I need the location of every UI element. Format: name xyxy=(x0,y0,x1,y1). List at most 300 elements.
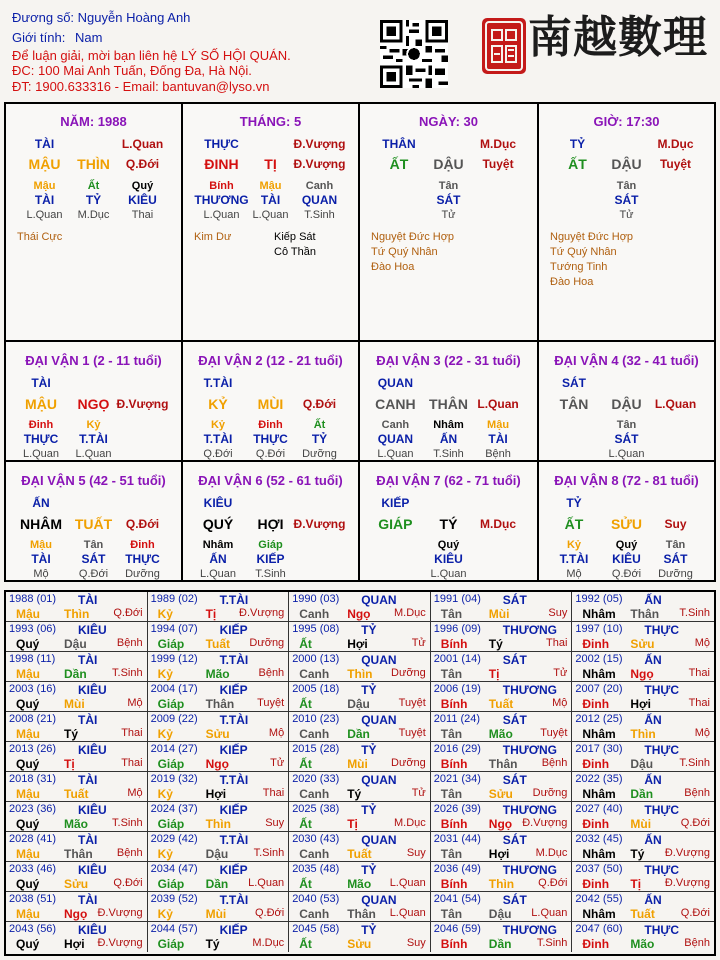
annual-cell[interactable] xyxy=(431,682,573,712)
annual-chi: Sửu xyxy=(64,877,89,891)
annual-state: Thai xyxy=(262,787,285,799)
annual-cell[interactable] xyxy=(572,622,714,652)
annual-star: THỰC xyxy=(644,863,680,877)
annual-chi: Tý xyxy=(630,847,645,861)
annual-state: Thai xyxy=(545,637,568,649)
annual-chi: Tuất xyxy=(64,787,89,801)
annual-cell[interactable] xyxy=(572,592,714,622)
annual-cell[interactable] xyxy=(289,922,431,952)
annual-cell[interactable] xyxy=(431,862,573,892)
contact-line-2: ĐC: 100 Mai Anh Tuấn, Đống Đa, Hà Nội. xyxy=(12,63,252,78)
pillar-chi: THÌN xyxy=(77,156,110,172)
auspicious-star: Đào Hoa xyxy=(550,276,594,288)
annual-cell[interactable] xyxy=(6,892,148,922)
annual-cell[interactable] xyxy=(289,742,431,772)
dai-van-chi-state: Đ.Vượng xyxy=(293,517,346,531)
annual-state: Suy xyxy=(548,607,568,619)
annual-state: Tuyệt xyxy=(257,697,285,709)
annual-year: 2031 (44) xyxy=(433,833,481,845)
annual-can: Kỷ xyxy=(157,727,173,741)
annual-year: 2013 (26) xyxy=(9,743,57,755)
annual-can: Quý xyxy=(16,937,40,951)
hidden-stem: Mậu xyxy=(487,419,510,431)
annual-year: 2044 (57) xyxy=(150,923,198,935)
annual-cell[interactable] xyxy=(289,832,431,862)
annual-can: Đinh xyxy=(582,637,610,651)
annual-cell[interactable] xyxy=(289,862,431,892)
dai-van-cell xyxy=(539,342,714,460)
annual-year: 2026 (39) xyxy=(433,803,481,815)
hidden-stem-star: SÁT xyxy=(663,552,688,566)
annual-state: T.Sinh xyxy=(112,817,143,829)
annual-cell[interactable] xyxy=(572,712,714,742)
dai-van-can: NHÂM xyxy=(20,516,62,532)
annual-star: QUAN xyxy=(361,833,397,847)
annual-state: Q.Đới xyxy=(538,877,568,889)
pillar-chi-star-top: Đ.Vượng xyxy=(293,137,346,151)
annual-cell[interactable] xyxy=(148,832,290,862)
hidden-stem-star: ẤN xyxy=(439,432,458,446)
annual-chi: Tý xyxy=(347,787,362,801)
annual-year: 2004 (17) xyxy=(150,683,198,695)
annual-cell[interactable] xyxy=(289,712,431,742)
dai-van-can-star: QUAN xyxy=(377,376,414,390)
annual-cell[interactable] xyxy=(289,622,431,652)
annual-cell[interactable] xyxy=(572,682,714,712)
annual-year: 2003 (16) xyxy=(9,683,57,695)
annual-year: 2014 (27) xyxy=(150,743,198,755)
annual-cell[interactable] xyxy=(148,892,290,922)
annual-can: Mậu xyxy=(16,727,40,741)
hidden-stem: Tân xyxy=(83,539,104,551)
annual-chi: Ngọ xyxy=(488,817,513,831)
annual-can: Giáp xyxy=(157,697,185,711)
annual-star: T.TÀI xyxy=(219,713,249,727)
hidden-stem-state: Q.Đới xyxy=(611,568,642,580)
annual-cell[interactable] xyxy=(572,772,714,802)
hidden-stem-state: Thai xyxy=(131,209,154,221)
annual-chi: Tuất xyxy=(630,907,655,921)
annual-state: M.Dục xyxy=(252,937,285,949)
annual-cell[interactable] xyxy=(572,802,714,832)
annual-year: 2008 (21) xyxy=(9,713,57,725)
hidden-stem-state: Mộ xyxy=(566,568,582,580)
annual-cell[interactable] xyxy=(431,772,573,802)
annual-cell[interactable] xyxy=(431,592,573,622)
hidden-stem-state: Bệnh xyxy=(485,448,511,460)
dai-van-can-star: KIÊU xyxy=(203,496,233,510)
annual-chi: Ngọ xyxy=(347,607,371,621)
annual-state: Tuyệt xyxy=(398,727,426,739)
annual-cell[interactable] xyxy=(431,622,573,652)
annual-can: Quý xyxy=(16,877,40,891)
annual-state: Mộ xyxy=(127,697,143,709)
annual-cell[interactable] xyxy=(148,802,290,832)
annual-star: TÀI xyxy=(78,713,98,727)
annual-year: 2029 (42) xyxy=(150,833,198,845)
hidden-stem-state: Q.Đới xyxy=(255,448,286,460)
hidden-stem: Canh xyxy=(305,180,334,192)
annual-cell[interactable] xyxy=(289,682,431,712)
hidden-stem: Quý xyxy=(131,180,154,192)
annual-star: THƯƠNG xyxy=(502,863,557,877)
pillar-chi-state: Đ.Vượng xyxy=(293,157,346,171)
annual-year: 2018 (31) xyxy=(9,773,57,785)
annual-star: THƯƠNG xyxy=(502,923,557,937)
annual-can: Đinh xyxy=(582,877,610,891)
annual-chi: Dần xyxy=(630,787,654,801)
annual-cell[interactable] xyxy=(148,862,290,892)
annual-state: Tử xyxy=(411,637,426,649)
annual-state: M.Dục xyxy=(394,607,426,619)
annual-can: Bính xyxy=(440,877,468,891)
gender-value: Nam xyxy=(74,30,103,45)
hidden-stem-state: L.Quan xyxy=(22,448,60,460)
annual-cell[interactable] xyxy=(148,742,290,772)
annual-state: Mộ xyxy=(552,697,568,709)
pillar-chi-state: Tuyệt xyxy=(659,157,692,171)
annual-cell[interactable] xyxy=(431,832,573,862)
name-value: Nguyễn Hoàng Anh xyxy=(77,10,191,25)
annual-chi: Dậu xyxy=(64,637,87,651)
hidden-stem-star: KIẾP xyxy=(256,552,285,566)
annual-year: 2011 (24) xyxy=(433,713,481,725)
annual-chi: Tuất xyxy=(347,847,372,861)
annual-cell[interactable] xyxy=(572,922,714,952)
annual-state: Mộ xyxy=(694,637,710,649)
annual-cell[interactable] xyxy=(572,742,714,772)
annual-can: Bính xyxy=(440,757,468,771)
annual-star: KIẾP xyxy=(219,623,248,637)
annual-chi: Hợi xyxy=(488,847,510,861)
pillar-chi: TỊ xyxy=(264,156,277,172)
annual-cell[interactable] xyxy=(6,922,148,952)
annual-can: Tân xyxy=(440,847,463,861)
hidden-stem-star: TÀI xyxy=(260,193,281,207)
chart-grid xyxy=(4,102,716,582)
dai-van-cell xyxy=(6,462,181,580)
annual-cell[interactable] xyxy=(148,622,290,652)
annual-chi: Dần xyxy=(205,877,229,891)
annual-cell[interactable] xyxy=(431,802,573,832)
annual-can: Canh xyxy=(299,787,330,801)
hidden-stem: Canh xyxy=(381,419,410,431)
annual-state: Dưỡng xyxy=(391,667,426,679)
annual-can: Kỷ xyxy=(157,907,173,921)
annual-chi: Dần xyxy=(347,727,370,741)
annual-cell[interactable] xyxy=(148,772,290,802)
hidden-stem: Bính xyxy=(209,180,234,192)
auspicious-star: Tướng Tinh xyxy=(550,261,608,273)
annual-state: Đ.Vượng xyxy=(97,907,143,919)
annual-state: Bệnh xyxy=(116,847,143,859)
dai-van-can-star: TỶ xyxy=(566,496,582,510)
annual-star: TÀI xyxy=(78,833,98,847)
hidden-stem-star: TỶ xyxy=(311,432,328,446)
annual-year: 2023 (36) xyxy=(9,803,57,815)
hidden-stem: Đinh xyxy=(130,539,155,551)
annual-star: TỶ xyxy=(361,743,377,757)
annual-chi: Thân xyxy=(347,907,376,921)
annual-cell[interactable] xyxy=(431,712,573,742)
pillar-can-star: THỰC xyxy=(204,137,239,151)
annual-cell[interactable] xyxy=(6,862,148,892)
annual-cell[interactable] xyxy=(148,922,290,952)
annual-can: Bính xyxy=(440,697,468,711)
annual-cell[interactable] xyxy=(572,862,714,892)
annual-chi: Tý xyxy=(64,727,79,741)
annual-cell[interactable] xyxy=(431,652,573,682)
pillar-chi-star-top: M.Dục xyxy=(657,137,694,151)
annual-year: 2010 (23) xyxy=(292,713,340,725)
hidden-stem-star: SÁT xyxy=(614,432,639,446)
annual-cell[interactable] xyxy=(6,712,148,742)
hidden-stem: Tân xyxy=(616,419,637,431)
annual-year: 2043 (56) xyxy=(9,923,57,935)
annual-year: 2033 (46) xyxy=(9,863,57,875)
pillar-can-star: TỶ xyxy=(569,137,586,151)
annual-cell[interactable] xyxy=(148,652,290,682)
qr-code-icon[interactable] xyxy=(380,20,448,88)
annual-year: 2042 (55) xyxy=(575,893,623,905)
pillar-chi-star-top: M.Dục xyxy=(480,137,517,151)
annual-cell[interactable] xyxy=(6,832,148,862)
annual-star: TỶ xyxy=(361,803,377,817)
pillar-can: ẤT xyxy=(389,156,409,172)
dai-van-chi-state: Q.Đới xyxy=(125,517,160,531)
hidden-stem-state: L.Quan xyxy=(608,448,645,460)
annual-chi: Ngọ xyxy=(205,757,229,771)
annual-state: Dưỡng xyxy=(532,787,568,799)
annual-cell[interactable] xyxy=(431,892,573,922)
hidden-stem-star: THỰC xyxy=(125,552,160,566)
annual-chi: Dậu xyxy=(347,697,370,711)
annual-star: KIÊU xyxy=(78,923,107,937)
annual-year: 2040 (53) xyxy=(292,893,340,905)
annual-can: Nhâm xyxy=(582,667,616,681)
dai-van-can: KỶ xyxy=(208,396,228,412)
annual-year: 2046 (59) xyxy=(433,923,481,935)
hidden-stem-state: Q.Đới xyxy=(203,448,233,460)
annual-state: Đ.Vượng xyxy=(239,607,285,619)
dai-van-can-star: T.TÀI xyxy=(203,376,233,390)
hidden-stem-state: Tử xyxy=(441,209,456,221)
hidden-stem-star: KIÊU xyxy=(612,552,641,566)
dai-van-chi: DẬU xyxy=(611,396,642,412)
annual-state: Dưỡng xyxy=(391,757,426,769)
pillar-chi: DẬU xyxy=(611,156,642,172)
annual-chi: Thìn xyxy=(205,817,231,831)
dai-van-chi: TÝ xyxy=(439,516,458,532)
pillar-cell xyxy=(539,104,714,340)
annual-cell[interactable] xyxy=(6,802,148,832)
annual-chi: Tị xyxy=(347,817,358,831)
annual-year: 2028 (41) xyxy=(9,833,57,845)
annual-cell[interactable] xyxy=(289,592,431,622)
annual-can: Nhâm xyxy=(582,727,616,741)
annual-chi: Tị xyxy=(205,607,217,621)
pillar-can-star: TÀI xyxy=(34,137,55,151)
annual-cell[interactable] xyxy=(289,772,431,802)
annual-cell[interactable] xyxy=(6,592,148,622)
auspicious-star: Đào Hoa xyxy=(371,261,415,273)
annual-chi: Thìn xyxy=(630,727,656,741)
annual-can: Đinh xyxy=(582,757,610,771)
annual-star: SÁT xyxy=(502,713,527,727)
dai-van-cell xyxy=(6,342,181,460)
annual-star: TÀI xyxy=(78,893,98,907)
annual-state: Bệnh xyxy=(684,937,710,949)
annual-star: KIẾP xyxy=(219,923,248,937)
dai-van-chi-state: L.Quan xyxy=(477,397,519,411)
annual-chi: Tuất xyxy=(205,637,231,651)
brand-logo: 南越數理 xyxy=(528,12,708,63)
annual-can: Quý xyxy=(16,697,40,711)
annual-year: 2030 (43) xyxy=(292,833,340,845)
annual-year: 2001 (14) xyxy=(433,653,481,665)
auspicious-star: Tứ Quý Nhân xyxy=(371,246,438,258)
hidden-stem: Tân xyxy=(438,180,459,192)
annual-cell[interactable] xyxy=(289,802,431,832)
annual-star: ẤN xyxy=(644,893,662,907)
annual-star: THƯƠNG xyxy=(502,623,557,637)
annual-can: Giáp xyxy=(157,877,185,891)
hidden-stem: Ất xyxy=(313,419,326,431)
dai-van-title: ĐẠI VẬN 5 (42 - 51 tuổi) xyxy=(21,473,166,488)
annual-state: Đ.Vượng xyxy=(664,847,710,859)
dai-van-chi-state: Đ.Vượng xyxy=(116,397,169,411)
annual-star: QUAN xyxy=(361,893,397,907)
annual-chi: Sửu xyxy=(205,727,230,741)
annual-can: Canh xyxy=(299,667,330,681)
annual-year: 1997 (10) xyxy=(575,623,623,635)
hidden-stem-star: SÁT xyxy=(614,193,639,207)
annual-cell[interactable] xyxy=(6,742,148,772)
annual-can: Canh xyxy=(299,847,330,861)
annual-year: 2005 (18) xyxy=(292,683,340,695)
annual-cell[interactable] xyxy=(148,712,290,742)
hidden-stem-state: T.Sinh xyxy=(255,568,286,580)
annual-cell[interactable] xyxy=(6,772,148,802)
hidden-stem-state: L.Quan xyxy=(252,209,289,221)
annual-year: 2025 (38) xyxy=(292,803,340,815)
hidden-stem-star: T.TÀI xyxy=(203,432,233,446)
name-label: Đương số: xyxy=(12,10,75,25)
pillar-can: ẤT xyxy=(568,156,587,172)
auspicious-star: Nguyệt Đức Hợp xyxy=(550,231,634,243)
auspicious-star: Kim Dư xyxy=(194,231,232,243)
annual-year: 1990 (03) xyxy=(292,593,340,605)
annual-can: Canh xyxy=(299,607,330,621)
dai-van-can-star: ẤN xyxy=(32,496,50,510)
annual-star: THỰC xyxy=(644,683,680,697)
annual-star: KIÊU xyxy=(78,803,107,817)
annual-state: M.Dục xyxy=(535,847,568,859)
annual-cell[interactable] xyxy=(6,652,148,682)
annual-star: SÁT xyxy=(502,593,527,607)
annual-star: QUAN xyxy=(361,773,397,787)
annual-can: Mậu xyxy=(16,667,40,681)
annual-cell[interactable] xyxy=(148,592,290,622)
annual-state: Thai xyxy=(121,727,143,739)
hidden-stem-state: L.Quan xyxy=(75,448,112,460)
pillar-title: THÁNG: 5 xyxy=(239,114,302,129)
annual-cell[interactable] xyxy=(572,832,714,862)
hidden-stem: Tân xyxy=(616,180,637,192)
annual-cell[interactable] xyxy=(572,892,714,922)
annual-star: KIẾP xyxy=(219,683,248,697)
pillar-title: GIỜ: 17:30 xyxy=(593,114,660,129)
dai-van-can: CANH xyxy=(375,396,416,412)
hidden-stem: Mậu xyxy=(30,539,52,551)
annual-can: Nhâm xyxy=(582,787,616,801)
hidden-stem-star: T.TÀI xyxy=(559,552,589,566)
hidden-stem-star: THỰC xyxy=(253,432,288,446)
annual-year: 2041 (54) xyxy=(433,893,481,905)
annual-state: M.Dục xyxy=(394,817,426,829)
pillar-can: MẬU xyxy=(28,156,61,172)
hidden-stem: Kỷ xyxy=(566,539,582,551)
contact-line-1: Để luận giải, mời bạn liên hệ LÝ SỐ HỘI QUÁN. xyxy=(12,48,291,63)
annual-star: SÁT xyxy=(502,653,527,667)
annual-year: 2022 (35) xyxy=(575,773,623,785)
annual-star: ẤN xyxy=(644,713,662,727)
annual-star: T.TÀI xyxy=(219,833,249,847)
annual-chi: Mùi xyxy=(488,607,510,621)
pillar-chi-star-top: L.Quan xyxy=(121,137,164,151)
hidden-stem-star: THỰC xyxy=(23,432,59,446)
annual-cell[interactable] xyxy=(6,682,148,712)
annual-state: Đ.Vượng xyxy=(97,937,143,949)
annual-cell[interactable] xyxy=(431,922,573,952)
dai-van-cell xyxy=(539,462,714,580)
annual-star: T.TÀI xyxy=(219,653,249,667)
name-line xyxy=(12,11,190,25)
annual-state: Thai xyxy=(688,697,710,709)
annual-can: Tân xyxy=(440,667,463,681)
annual-cell[interactable] xyxy=(148,682,290,712)
annual-cell[interactable] xyxy=(289,652,431,682)
annual-cell[interactable] xyxy=(6,622,148,652)
hidden-stem-state: Mộ xyxy=(33,568,49,580)
annual-cell[interactable] xyxy=(572,652,714,682)
annual-state: Bệnh xyxy=(258,667,285,679)
annual-cell[interactable] xyxy=(431,742,573,772)
annual-star: SÁT xyxy=(502,833,527,847)
annual-cell[interactable] xyxy=(289,892,431,922)
annual-star: TỶ xyxy=(361,923,377,937)
annual-can: Nhâm xyxy=(582,607,616,621)
annual-can: Bính xyxy=(440,637,468,651)
annual-star: KIÊU xyxy=(78,743,107,757)
hidden-stem-star: TÀI xyxy=(488,432,508,446)
annual-year: 2039 (52) xyxy=(150,893,198,905)
dai-van-title: ĐẠI VẬN 7 (62 - 71 tuổi) xyxy=(376,473,521,488)
annual-can: Canh xyxy=(299,907,330,921)
annual-can: Giáp xyxy=(157,637,185,651)
annual-state: Đ.Vượng xyxy=(664,877,710,889)
annual-state: T.Sinh xyxy=(253,847,285,859)
annual-state: Tử xyxy=(553,667,568,679)
annual-state: T.Sinh xyxy=(679,607,710,619)
annual-state: L.Quan xyxy=(248,877,285,889)
annual-chi: Dần xyxy=(64,667,87,681)
annual-year: 1996 (09) xyxy=(433,623,481,635)
annual-chi: Mão xyxy=(630,937,655,951)
annual-star: SÁT xyxy=(502,893,527,907)
pillar-chi-state: Tuyệt xyxy=(482,157,514,171)
annual-year: 1992 (05) xyxy=(575,593,623,605)
